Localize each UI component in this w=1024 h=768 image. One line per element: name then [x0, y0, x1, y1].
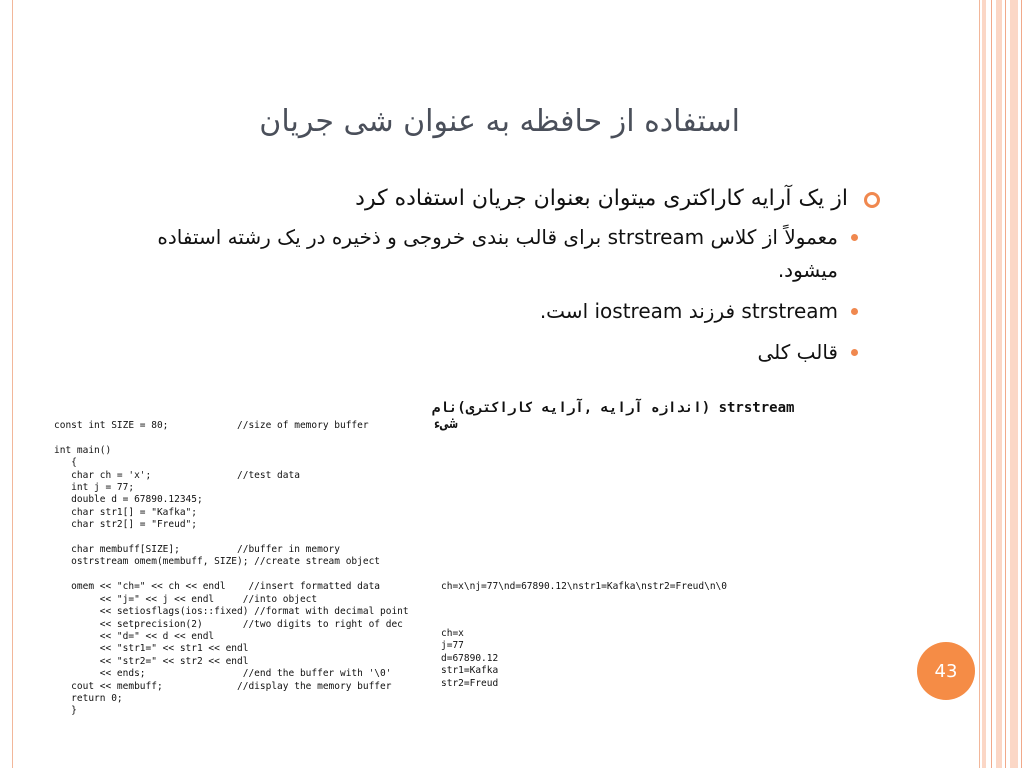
sub-bullet-list — [100, 221, 880, 369]
syntax-template: strstream (اندازه آرایه ,آرایه کاراکتری)نام شیء — [432, 400, 795, 432]
output-line: str1=Kafka — [441, 665, 499, 677]
stripe — [1005, 0, 1006, 768]
output-lines — [441, 628, 727, 690]
bullet-list — [100, 186, 880, 377]
bullet-main — [100, 186, 880, 211]
sub-bullet-item — [100, 295, 838, 328]
stripe — [1021, 0, 1022, 768]
decorative-stripes — [980, 0, 1024, 768]
slide-title: استفاده از حافظه به عنوان شی جریان — [259, 104, 740, 139]
sub-bullet-text: strstream فرزند iostream است. — [539, 299, 838, 323]
output-line: j=77 — [441, 640, 464, 652]
stripe — [996, 0, 1002, 768]
output-line: d=67890.12 — [441, 652, 499, 664]
dot-bullet-icon — [851, 234, 858, 241]
page-number-badge: 43 — [917, 642, 975, 700]
sub-bullet-item — [100, 336, 838, 369]
program-output — [441, 556, 727, 702]
stripe — [991, 0, 992, 768]
bullet-main-text: از یک آرایه کاراکتری میتوان بعنوان جریان استفاده کرد — [355, 186, 848, 211]
output-line: ch=x — [441, 628, 464, 640]
output-escaped-line: ch=x\nj=77\nd=67890.12\nstr1=Kafka\nstr2=Freud\n\0 — [441, 580, 727, 592]
circle-bullet-icon — [864, 192, 880, 208]
sub-bullet-text: قالب کلی — [757, 340, 838, 364]
dot-bullet-icon — [851, 349, 858, 356]
sub-bullet-text: معمولاً از کلاس strstream برای قالب بندی خروجی و ذخیره در یک رشته استفاده میشود. — [157, 225, 838, 282]
sub-bullet-item — [138, 221, 838, 287]
output-line: str2=Freud — [441, 677, 499, 689]
code-listing: const int SIZE = 80; //size of memory buffer int main() { char ch = 'x'; //test data int j = 77; double d = 67890.12345; char str1[] = "Kafka"; char str2[] = "Freud"; char membuff[SIZE]; //buffer in memory ostrstream omem(membuff, SIZE); //create stream object omem << "ch=" << ch << endl //insert formatted data << "j=" << j << endl //into object << setiosflags(ios::fixed) //format with decimal point << setprecision(2) //two digits to right of dec << "d=" << d << endl << "str1=" << str1 << endl << "str2=" << str2 << endl << ends; //end the buffer with '\0' cout << membuff; //display the memory buffer return 0; } — [54, 420, 409, 717]
stripe — [1010, 0, 1018, 768]
dot-bullet-icon — [851, 308, 858, 315]
stripe — [982, 0, 986, 768]
